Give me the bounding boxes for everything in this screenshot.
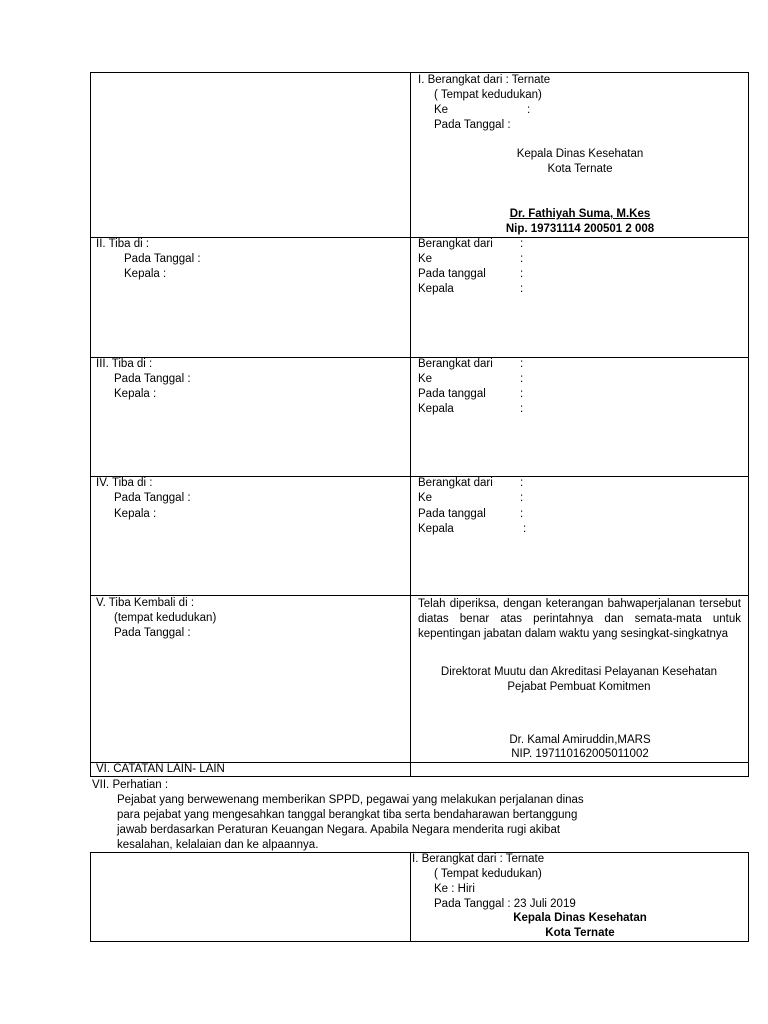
sec2-arrival: II. Tiba di : — [96, 238, 150, 250]
row-separator — [90, 595, 749, 596]
sec1-departure-from: I. Berangkat dari : Ternate — [418, 74, 551, 86]
sec2-head-label: Kepala — [418, 283, 454, 295]
sec5-date: Pada Tanggal : — [114, 627, 191, 639]
sec2-to-colon: : — [520, 253, 524, 265]
sec3-arrival: III. Tiba di : — [96, 358, 153, 370]
sec6-notes-label: VI. CATATAN LAIN- LAIN — [96, 763, 225, 775]
sec7-line: para pejabat yang mengesahkan tanggal berangkat tiba serta bendaharawan bertanggung — [117, 809, 578, 821]
sec1-signer-name: Dr. Fathiyah Suma, M.Kes — [509, 208, 651, 220]
sec5-return: V. Tiba Kembali di : — [96, 597, 195, 609]
sec2-depart-colon: : — [520, 238, 524, 250]
sec4-to-label: Ke — [418, 492, 433, 504]
sec4-head: Kepala : — [114, 508, 157, 520]
sec8-to: Ke : Hiri — [434, 883, 475, 895]
sec1-to-label: Ke — [434, 104, 449, 116]
sec2-date-label: Pada tanggal — [418, 268, 486, 280]
sec4-head-colon: : — [523, 523, 527, 535]
sec7-title: VII. Perhatian : — [92, 779, 169, 791]
sec3-to-colon: : — [520, 373, 524, 385]
sec4-head-label: Kepala — [418, 523, 454, 535]
sec1-to-colon: : — [527, 104, 531, 116]
sec4-date: Pada Tanggal : — [114, 492, 191, 504]
sec8-signer-title: Kepala Dinas Kesehatan — [513, 912, 647, 924]
sec4-depart-label: Berangkat dari — [418, 477, 493, 489]
sec8-home-base: ( Tempat kedudukan) — [434, 868, 542, 880]
sec4-depart-colon: : — [520, 477, 524, 489]
sec8-signer-office: Kota Ternate — [545, 927, 615, 939]
sec4-to-colon: : — [520, 492, 524, 504]
table-divider — [410, 852, 411, 942]
sec5-org: Direktorat Muutu dan Akreditasi Pelayanan Kesehatan — [440, 666, 718, 678]
sec5-home-base: (tempat kedudukan) — [114, 612, 217, 624]
sec5-official: Pejabat Pembuat Komitmen — [507, 681, 651, 693]
sec3-date-colon: : — [520, 388, 524, 400]
sec3-head: Kepala : — [114, 388, 157, 400]
sec3-head-label: Kepala — [418, 403, 454, 415]
sec2-depart-label: Berangkat dari — [418, 238, 493, 250]
sec5-signer-name: Dr. Kamal Amiruddin,MARS — [509, 734, 651, 746]
sec5-signer-nip: NIP. 197110162005011002 — [511, 748, 649, 760]
sec4-arrival: IV. Tiba di : — [96, 477, 153, 489]
sec7-line: jawab berdasarkan Peraturan Keuangan Negara. Apabila Negara menderita rugi akibat — [117, 824, 561, 836]
sec1-date: Pada Tanggal : — [434, 119, 511, 131]
sec5-statement: Telah diperiksa, dengan keterangan bahwaperjalanan tersebut diatas benar atas perintahnya dan semata-mata untuk kepentingan jabatan dalam waktu yang sesingkat-singkatnya — [418, 598, 741, 640]
sec8-date: Pada Tanggal : 23 Juli 2019 — [434, 898, 576, 910]
sec2-date-colon: : — [520, 268, 524, 280]
sec1-signer-office: Kota Ternate — [547, 163, 613, 175]
sec2-head: Kepala : — [124, 268, 167, 280]
table-divider — [410, 72, 411, 777]
sec4-date-label: Pada tanggal — [418, 508, 486, 520]
sec1-signer-title: Kepala Dinas Kesehatan — [516, 148, 644, 160]
sec1-signer-nip: Nip. 19731114 200501 2 008 — [505, 223, 655, 235]
sec8-departure-from: I. Berangkat dari : Ternate — [412, 853, 545, 865]
sec3-depart-colon: : — [520, 358, 524, 370]
sec2-to-label: Ke — [418, 253, 433, 265]
sec1-home-base: ( Tempat kedudukan) — [434, 89, 542, 101]
sec4-date-colon: : — [520, 508, 524, 520]
sec3-head-colon: : — [520, 403, 524, 415]
sec2-head-colon: : — [520, 283, 524, 295]
sec7-line: Pejabat yang berwewenang memberikan SPPD, pegawai yang melakukan perjalanan dinas — [117, 794, 584, 806]
sec3-to-label: Ke — [418, 373, 433, 385]
sec3-depart-label: Berangkat dari — [418, 358, 493, 370]
sec3-date-label: Pada tanggal — [418, 388, 486, 400]
sec3-date: Pada Tanggal : — [114, 373, 191, 385]
sec2-date: Pada Tanggal : — [124, 253, 201, 265]
sec7-line: kesalahan, kelalaian dan ke alpaannya. — [117, 839, 319, 851]
